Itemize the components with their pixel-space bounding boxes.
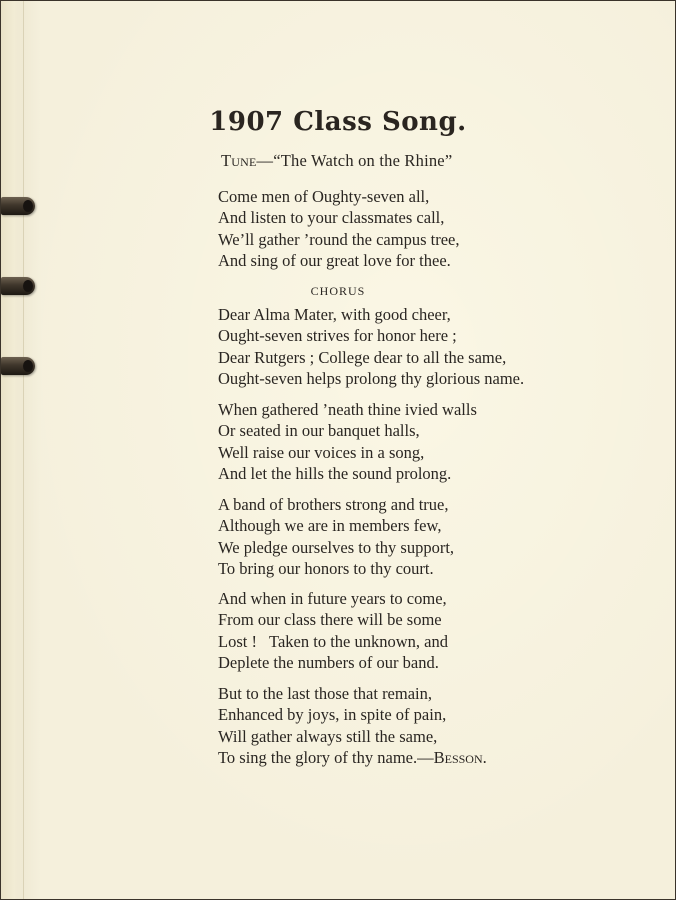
verse-line: From our class there will be some: [218, 610, 442, 630]
stanza-3: [218, 399, 477, 484]
verse-line: Lost ! Taken to the unknown, and: [218, 631, 448, 651]
verse-line: Dear Rutgers ; College dear to all the same,: [218, 347, 507, 367]
binding-string-top: [1, 197, 35, 215]
song-title: 1907 Class Song.: [209, 107, 467, 137]
binding-string-bottom: [1, 357, 35, 375]
author-signature: Besson.: [433, 747, 487, 767]
verse-line: Will gather always still the same,: [218, 726, 438, 746]
verse-line: Although we are in members few,: [218, 516, 442, 536]
tune-text: —“The Watch on the Rhine”: [256, 151, 453, 170]
stanza-6: [218, 683, 487, 768]
verse-line: Deplete the numbers of our band.: [218, 652, 439, 672]
chorus-heading: CHORUS: [310, 284, 366, 298]
verse-line: We’ll gather ’round the campus tree,: [218, 229, 460, 249]
verse-line: And when in future years to come,: [218, 589, 447, 608]
verse-line: And let the hills the sound prolong.: [218, 463, 452, 483]
stanza-4: [218, 494, 454, 579]
verse-line: To bring our honors to thy court.: [218, 558, 434, 578]
chorus-stanza: [218, 304, 524, 389]
tune-line: [221, 151, 452, 171]
verse-line: Or seated in our banquet halls,: [218, 421, 420, 441]
verse-line: And sing of our great love for thee.: [218, 250, 451, 270]
verse-line-text: To sing the glory of thy name.—: [218, 747, 434, 767]
verse-line: When gathered ’neath thine ivied walls: [218, 400, 477, 419]
verse-line: Dear Alma Mater, with good cheer,: [218, 305, 451, 324]
final-verse-line: [218, 747, 487, 768]
verse-line: But to the last those that remain,: [218, 684, 433, 703]
verse-line: Well raise our voices in a song,: [218, 442, 425, 462]
verse-line: And listen to your classmates call,: [218, 208, 445, 228]
stanza-5: [218, 588, 448, 673]
verse-line: Enhanced by joys, in spite of pain,: [218, 705, 447, 725]
verse-line: Ought-seven strives for honor here ;: [218, 326, 457, 346]
verse-line: Ought-seven helps prolong thy glorious name.: [218, 368, 525, 388]
verse-line: A band of brothers strong and true,: [218, 495, 449, 514]
verse-line: We pledge ourselves to thy support,: [218, 537, 455, 557]
stanza-1: [218, 186, 460, 271]
verse-line: Come men of Oughty-seven all,: [218, 187, 430, 206]
tune-label: Tune: [221, 151, 257, 170]
